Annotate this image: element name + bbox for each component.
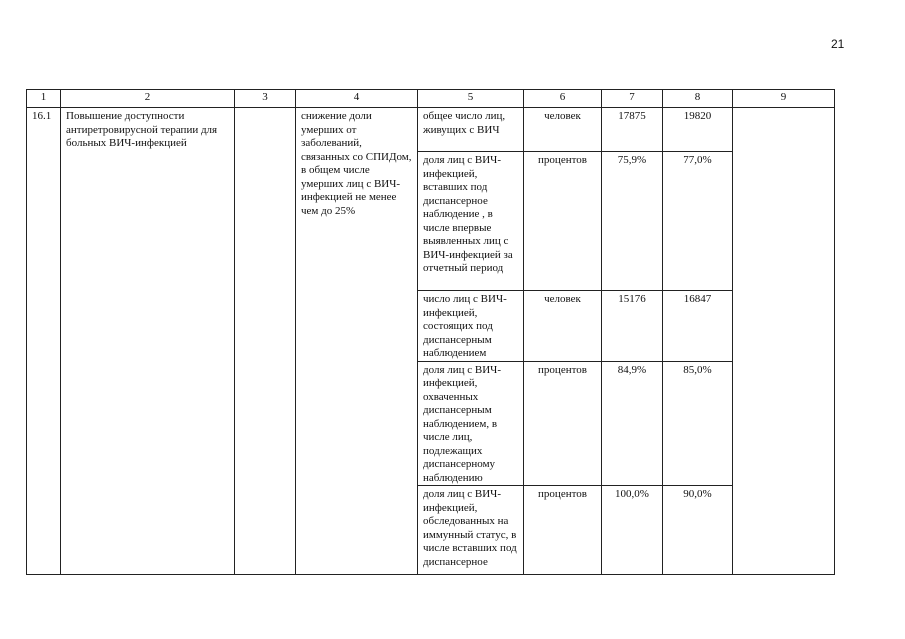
header-col-9: 9 [733, 90, 835, 108]
col3-cell [235, 108, 296, 575]
indicator-name: общее число лиц, живущих с ВИЧ [418, 108, 524, 152]
col9-cell [733, 108, 835, 575]
indicator-unit: человек [524, 108, 602, 152]
indicator-unit: процентов [524, 486, 602, 575]
indicator-name: доля лиц с ВИЧ-инфекцией, вставших под диспансерное наблюдение , в числе впервые выявленных лиц с ВИЧ-инфекцией за отчетный период [418, 152, 524, 291]
indicator-value-8: 19820 [663, 108, 733, 152]
indicator-name: доля лиц с ВИЧ-инфекцией, охваченных диспансерным наблюдением, в числе лиц, подлежащих диспансерному наблюдению [418, 361, 524, 486]
indicator-table [26, 89, 835, 575]
header-col-8: 8 [663, 90, 733, 108]
header-col-3: 3 [235, 90, 296, 108]
indicator-name: число лиц с ВИЧ-инфекцией, состоящих под диспансерным наблюдением [418, 291, 524, 362]
indicator-unit: человек [524, 291, 602, 362]
indicator-value-7: 84,9% [602, 361, 663, 486]
header-col-1: 1 [27, 90, 61, 108]
indicator-unit: процентов [524, 152, 602, 291]
table-row [27, 108, 835, 152]
indicator-value-7: 100,0% [602, 486, 663, 575]
measure-cell: Повышение доступности антиретровирусной терапии для больных ВИЧ-инфекцией [61, 108, 235, 575]
indicator-value-8: 16847 [663, 291, 733, 362]
indicator-value-7: 15176 [602, 291, 663, 362]
indicator-name: доля лиц с ВИЧ-инфекцией, обследованных на иммунный статус, в числе вставших под диспансерное [418, 486, 524, 575]
indicator-value-7: 75,9% [602, 152, 663, 291]
header-col-5: 5 [418, 90, 524, 108]
indicator-value-8: 77,0% [663, 152, 733, 291]
header-col-2: 2 [61, 90, 235, 108]
header-col-7: 7 [602, 90, 663, 108]
header-row [27, 90, 835, 108]
indicator-value-7: 17875 [602, 108, 663, 152]
row-index: 16.1 [27, 108, 61, 575]
goal-cell: снижение доли умерших от заболеваний, связанных со СПИДом, в общем числе умерших лиц с ВИЧ-инфекцией не менее чем до 25% [296, 108, 418, 575]
page-number: 21 [831, 37, 845, 51]
header-col-6: 6 [524, 90, 602, 108]
header-col-4: 4 [296, 90, 418, 108]
indicator-unit: процентов [524, 361, 602, 486]
indicator-value-8: 90,0% [663, 486, 733, 575]
indicator-value-8: 85,0% [663, 361, 733, 486]
